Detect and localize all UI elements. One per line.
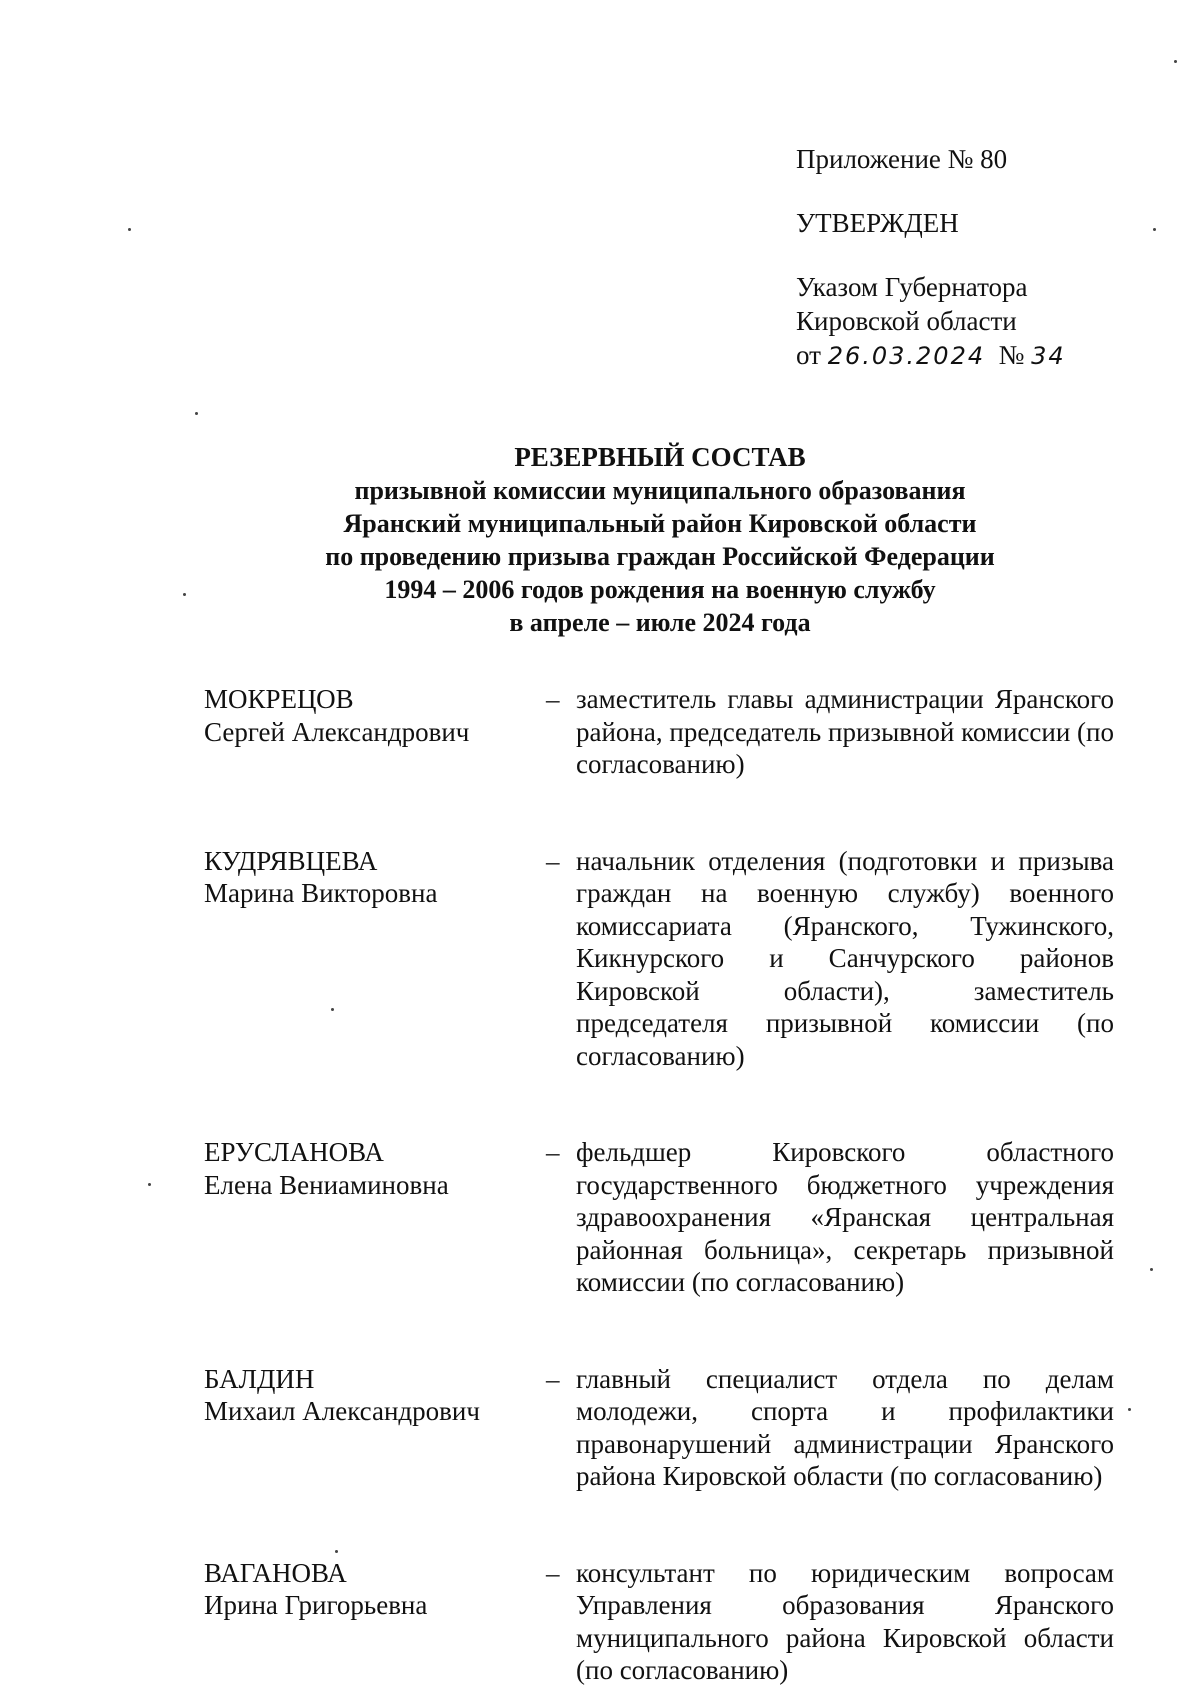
member-name — [204, 845, 546, 1073]
title-line: Яранский муниципальный район Кировской области — [343, 509, 977, 538]
member-entry — [204, 1363, 1114, 1493]
member-role: начальник отделения (подготовки и призыва граждан на военную службу) военного комиссариата (Яранского, Тужинского, Кикнурского и Санчурского районов Кировской области), заместитель председателя призывной комиссии (по согласованию) — [576, 845, 1114, 1071]
scan-speck — [148, 1183, 151, 1186]
member-role: консультант по юридическим вопросам Управления образования Яранского муниципального района Кировской области (по согласованию) — [576, 1557, 1114, 1685]
members-list — [204, 683, 1114, 1687]
member-given-names: Ирина Григорьевна — [204, 1590, 428, 1620]
member-surname: МОКРЕЦОВ — [204, 684, 354, 714]
member-entry — [204, 683, 1114, 781]
member-given-names: Елена Вениаминовна — [204, 1169, 449, 1200]
decree-date-line — [796, 338, 1156, 373]
member-given-names: Михаил Александрович — [204, 1396, 480, 1426]
dash-separator: – — [546, 684, 560, 714]
member-entry — [204, 845, 1114, 1073]
handwritten-number: 34 — [1031, 342, 1066, 370]
member-name — [204, 683, 546, 781]
scan-speck — [1174, 60, 1177, 63]
member-role: главный специалист отдела по делам молодежи, спорта и профилактики правонарушений администрации Яранского района Кировской области (по согласованию) — [576, 1363, 1114, 1491]
title-main: РЕЗЕРВНЫЙ СОСТАВ — [514, 442, 806, 472]
title-line: призывной комиссии муниципального образования — [354, 476, 966, 505]
member-name — [204, 1136, 546, 1299]
member-surname: КУДРЯВЦЕВА — [204, 845, 378, 876]
scan-speck — [128, 228, 131, 231]
member-surname: ЕРУСЛАНОВА — [204, 1137, 384, 1167]
member-surname: ВАГАНОВА — [204, 1557, 347, 1588]
appendix-number: Приложение № 80 — [796, 144, 1008, 174]
title-line: 1994 – 2006 годов рождения на военную службу — [384, 575, 936, 604]
member-given-names: Марина Викторовна — [204, 878, 438, 908]
dash-separator: – — [546, 1137, 560, 1167]
member-name — [204, 1557, 546, 1687]
document-title — [0, 440, 1200, 639]
number-prefix: № — [998, 340, 1025, 370]
scan-speck — [335, 1550, 338, 1553]
decree-line-2: Кировской области — [796, 306, 1017, 336]
scan-speck — [1128, 1408, 1131, 1411]
member-given-names: Сергей Александрович — [204, 716, 470, 747]
scan-speck — [331, 1008, 334, 1011]
title-line: по проведению призыва граждан Российской Федерации — [325, 542, 995, 571]
date-prefix: от — [796, 340, 821, 370]
title-line: в апреле – июле 2024 года — [509, 608, 811, 637]
member-entry — [204, 1136, 1114, 1299]
approval-block — [796, 142, 1156, 373]
decree-line-1: Указом Губернатора — [796, 272, 1028, 302]
member-role: фельдшер Кировского областного государственного бюджетного учреждения здравоохранения «Яранская центральная районная больница», секретарь призывной комиссии (по согласованию) — [576, 1137, 1114, 1297]
member-entry — [204, 1557, 1114, 1687]
dash-separator: – — [546, 845, 560, 876]
scan-speck — [195, 412, 198, 415]
member-name — [204, 1363, 546, 1493]
member-role: заместитель главы администрации Яранского района, председатель призывной комиссии (по согласованию) — [576, 684, 1114, 779]
scan-speck — [1150, 1268, 1153, 1271]
scan-speck — [183, 593, 186, 596]
member-surname: БАЛДИН — [204, 1363, 315, 1394]
handwritten-date: 26.03.2024 — [827, 342, 986, 370]
scan-speck — [1153, 228, 1156, 231]
dash-separator: – — [546, 1557, 560, 1588]
approved-stamp-text: УТВЕРЖДЕН — [796, 208, 959, 238]
dash-separator: – — [546, 1363, 560, 1394]
